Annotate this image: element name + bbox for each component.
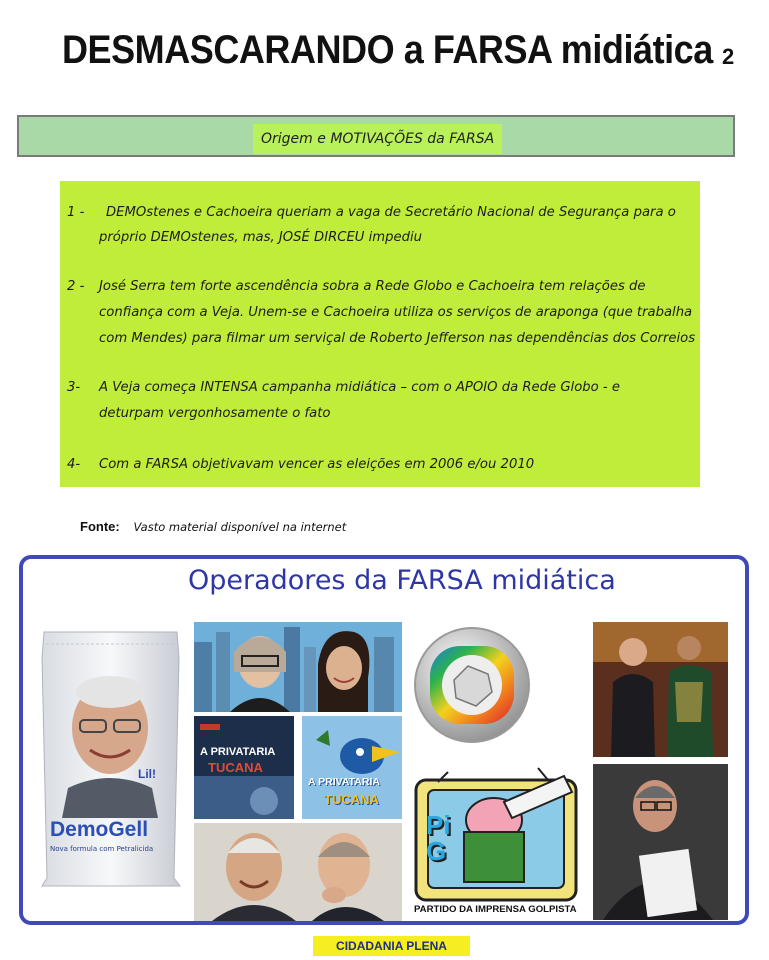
pig-cartoon bbox=[408, 762, 588, 922]
politicians-photo bbox=[194, 823, 402, 921]
item-line: DEMOstenes e Cachoeira queriam a vaga de Secretário Nacional de Segurança para o bbox=[106, 205, 676, 220]
item-number: 1 - bbox=[67, 205, 85, 220]
page-title: DESMASCARANDO a FARSA midiática bbox=[62, 28, 713, 72]
book-1-title-line2: TUCANA bbox=[208, 760, 263, 775]
book-1-title-line1: A PRIVATARIA bbox=[200, 746, 276, 758]
source-text: Vasto material disponível na internet bbox=[133, 520, 347, 534]
svg-text:Lil!: Lil! bbox=[138, 767, 156, 781]
source-note bbox=[80, 519, 346, 534]
globo-logo bbox=[410, 622, 534, 748]
pig-letters: PiG bbox=[426, 810, 451, 866]
demogell-subtitle: Nova formula com Petralicida bbox=[50, 845, 154, 853]
operators-title: Operadores da FARSA midiática bbox=[188, 565, 616, 596]
source-label: Fonte: bbox=[80, 519, 120, 534]
item-number: 2 - bbox=[67, 279, 85, 294]
book-cover-1 bbox=[194, 716, 294, 819]
footer-badge: CIDADANIA PLENA bbox=[313, 936, 470, 956]
item-line: confiança com a Veja. Unem-se e Cachoeira utiliza os serviços de araponga (que trabalha bbox=[99, 305, 693, 320]
book-cover-2 bbox=[302, 716, 402, 819]
item-line: com Mendes) para filmar um serviçal de Roberto Jefferson nas dependências dos Correios bbox=[99, 331, 696, 346]
item-line: José Serra tem forte ascendência sobra a Rede Globo e Cachoeira tem relações de bbox=[99, 279, 646, 294]
item-line: deturpam vergonhosamente o fato bbox=[99, 406, 331, 421]
book-2-title-line2: TUCANA bbox=[324, 792, 379, 807]
book-2-title-line1: A PRIVATARIA bbox=[308, 776, 380, 788]
item-line: A Veja começa INTENSA campanha midiática – com o APOIO da Rede Globo - e bbox=[99, 380, 620, 395]
item-number: 4- bbox=[67, 457, 81, 472]
item-line: Com a FARSA objetivavam vencer as eleições em 2006 e/ou 2010 bbox=[99, 457, 535, 472]
subtitle: Origem e MOTIVAÇÕES da FARSA bbox=[253, 124, 502, 154]
judge-photo bbox=[593, 764, 728, 920]
meeting-photo bbox=[593, 622, 728, 757]
pig-caption: PARTIDO DA IMPRENSA GOLPISTA bbox=[414, 904, 577, 915]
demogell-brand: DemoGell bbox=[50, 818, 149, 841]
item-line: próprio DEMOstenes, mas, JOSÉ DIRCEU impediu bbox=[99, 230, 423, 245]
journalists-photo bbox=[194, 622, 402, 712]
page-number: 2 bbox=[722, 44, 735, 69]
item-number: 3- bbox=[67, 380, 81, 395]
